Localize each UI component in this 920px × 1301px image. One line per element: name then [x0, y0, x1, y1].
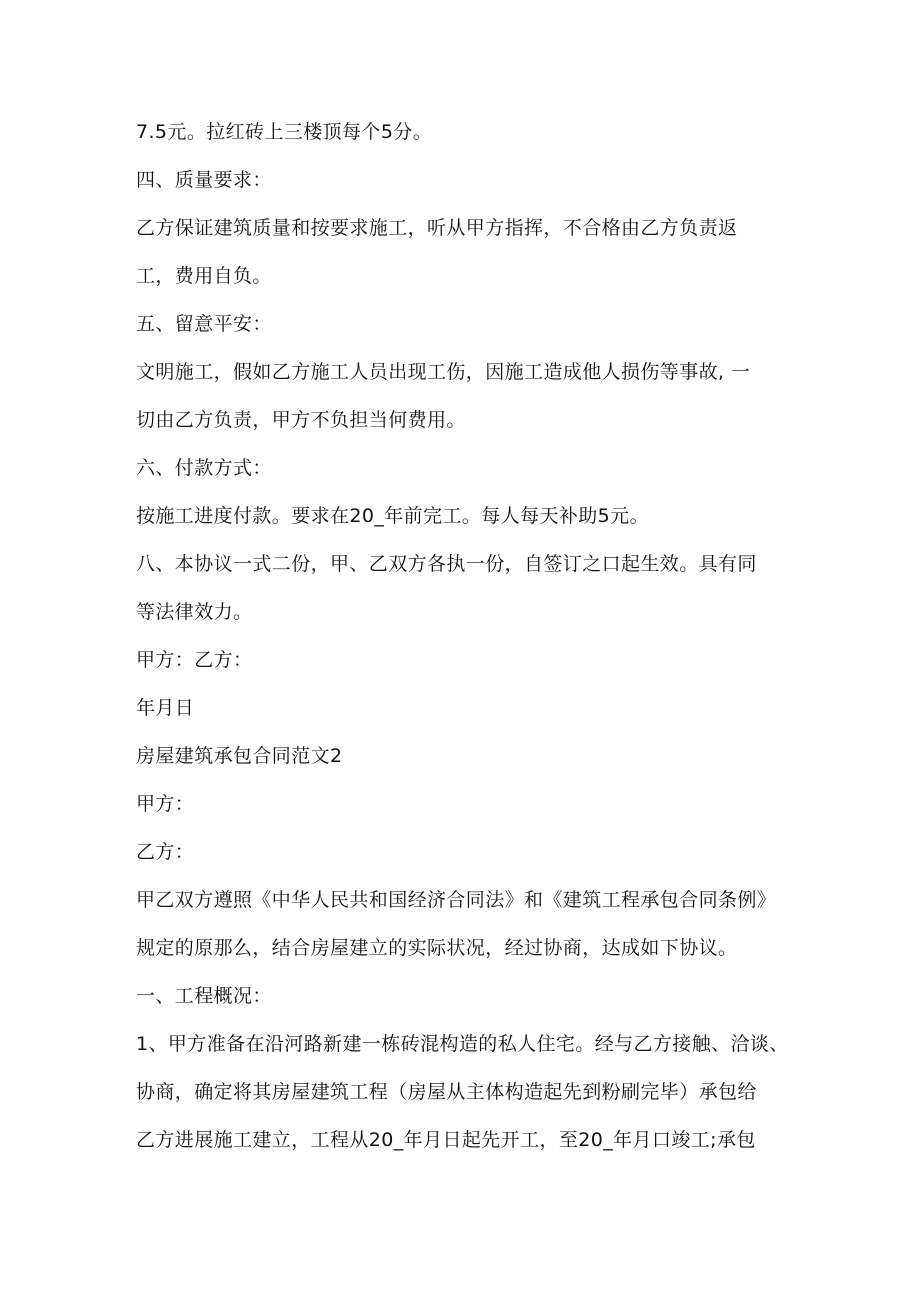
- document-title: 房屋建筑承包合同范文2: [136, 745, 343, 767]
- text-line: 甲乙双方遵照《中华人民共和国经济合同法》和《建筑工程承包合同条例》: [136, 889, 777, 911]
- text-line: 乙方进展施工建立，工程从20_年月日起先开工，至20_年月口竣工;承包: [136, 1129, 756, 1151]
- signature-parties: 甲方：乙方：: [136, 649, 253, 671]
- section-heading-overview: 一、工程概况：: [136, 985, 272, 1007]
- section-heading-safety: 五、留意平安：: [136, 313, 272, 335]
- section-heading-payment: 六、付款方式：: [136, 457, 272, 479]
- text-line: 文明施工，假如乙方施工人员出现工伤，因施工造成他人损伤等事故, 一: [136, 361, 751, 383]
- text-line: 规定的原那么，结合房屋建立的实际状况，经过协商，达成如下协议。: [136, 937, 738, 959]
- text-line: 工，费用自负。: [136, 265, 272, 287]
- text-line: 1、甲方准备在沿河路新建一栋砖混构造的私人住宅。经与乙方接触、洽谈、: [136, 1033, 789, 1055]
- text-line: 协商，确定将其房屋建筑工程（房屋从主体构造起先到粉刷完毕）承包给: [136, 1081, 757, 1103]
- section-heading-quality: 四、质量要求：: [136, 169, 272, 191]
- text-line: 切由乙方负责，甲方不负担当何费用。: [136, 409, 466, 431]
- text-line: 乙方保证建筑质量和按要求施工，听从甲方指挥，不合格由乙方负责返: [136, 217, 738, 239]
- text-line: 按施工进度付款。要求在20_年前完工。每人每天补助5元。: [136, 505, 649, 527]
- text-line: 等法律效力。: [136, 601, 253, 623]
- text-line: 7.5元。拉红砖上三楼顶每个5分。: [136, 121, 433, 143]
- party-b-label: 乙方：: [136, 841, 195, 863]
- text-line: 八、本协议一式二份，甲、乙双方各执一份，自签订之口起生效。具有同: [136, 553, 757, 575]
- signature-date: 年月日: [136, 697, 195, 719]
- party-a-label: 甲方：: [136, 793, 195, 815]
